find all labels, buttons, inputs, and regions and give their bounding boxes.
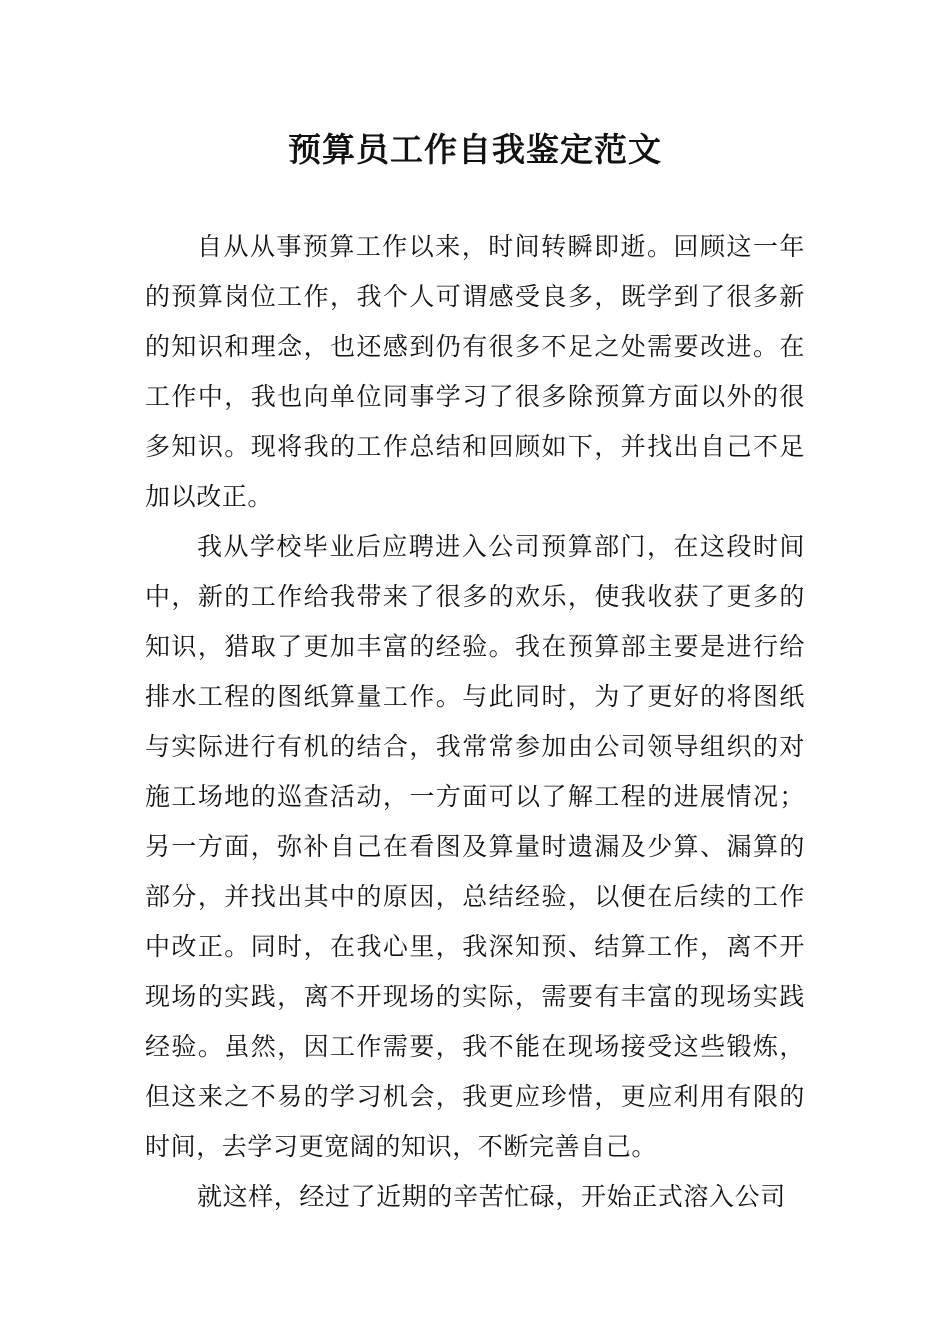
paragraph-3: 就这样，经过了近期的辛苦忙碌，开始正式溶入公司 <box>197 1182 786 1211</box>
paragraph-2: 我从学校毕业后应聘进入公司预算部门，在这段时间中，新的工作给我带来了很多的欢乐，使我收获了更多的知识，猎取了更加丰富的经验。我在预算部主要是进行给排水工程的图纸算量工作。与此同时，为了更好的将图纸与实际进行有机的结合，我常常参加由公司领导组织的对施工场地的巡查活动，一方面可以了解工程的进展情况；另一方面，弥补自己在看图及算量时遗漏及少算、漏算的部分，并找出其中的原因，总结经验，以便在后续的工作中改正。同时，在我心里，我深知预、结算工作，离不开现场的实践，离不开现场的实际，需要有丰富的现场实践经验。虽然，因工作需要，我不能在现场接受这些锻炼，但这来之不易的学习机会，我更应珍惜，更应利用有限的时间，去学习更宽阔的知识，不断完善自己。 <box>145 532 805 1161</box>
document-title: 预算员工作自我鉴定范文 <box>288 130 662 169</box>
paragraph-1: 自从从事预算工作以来，时间转瞬即逝。回顾这一年的预算岗位工作，我个人可谓感受良多，既学到了很多新的知识和理念，也还感到仍有很多不足之处需要改进。在工作中，我也向单位同事学习了很多除预算方面以外的很多知识。现将我的工作总结和回顾如下，并找出自己不足加以改正。 <box>145 232 805 511</box>
document-body <box>145 222 805 1222</box>
